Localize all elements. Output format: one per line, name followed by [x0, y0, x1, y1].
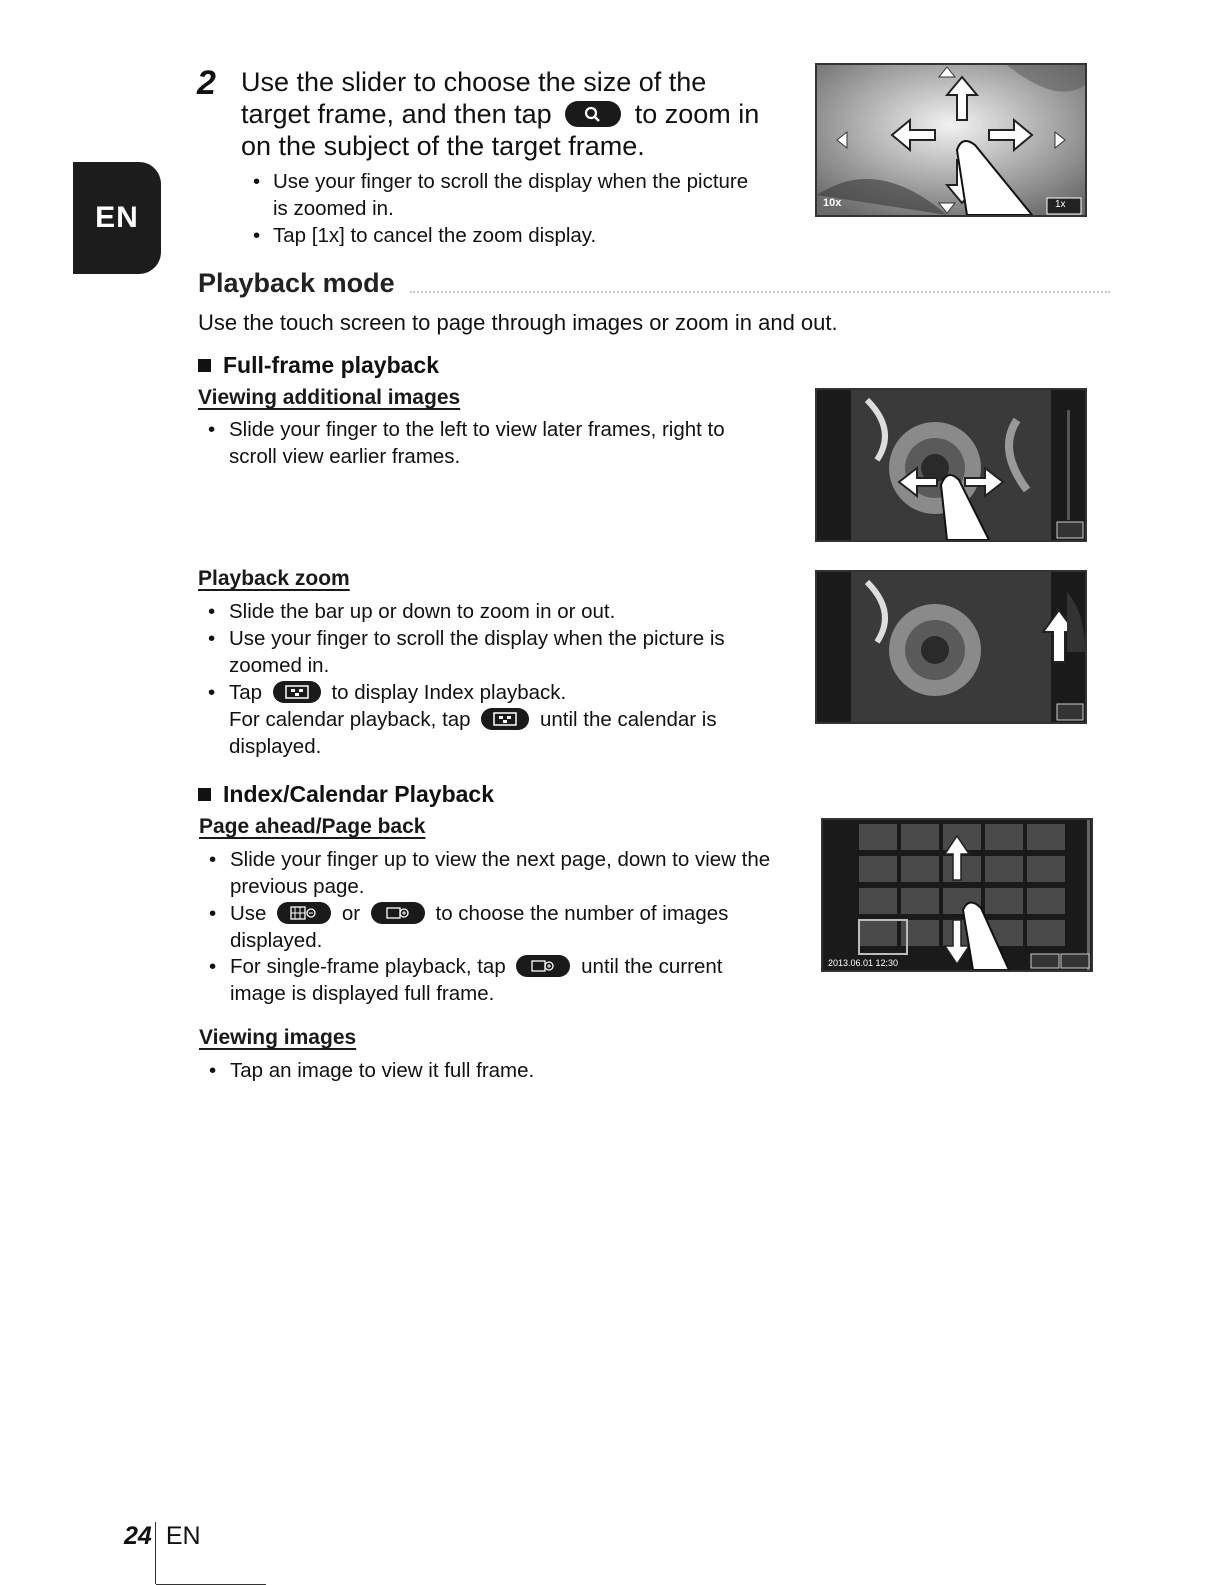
- section-intro: Use the touch screen to page through images or zoom in and out.: [198, 310, 838, 335]
- step-number: 2: [197, 64, 216, 102]
- index-date-label: 2013.06.01 12:30: [828, 958, 899, 968]
- index-illustration: [823, 820, 1091, 970]
- viewing-additional-bullet: • Slide your finger to the left to view later frames, right to scroll view earlier frames.: [208, 418, 725, 468]
- index-fewer-icon: [277, 902, 331, 924]
- playback-zoom-bullet: • Use your finger to scroll the display when the picture is zoomed in.: [208, 627, 725, 677]
- full-frame-heading: Full-frame playback: [198, 352, 439, 379]
- section-rule: [410, 291, 1110, 293]
- single-frame-icon: [516, 955, 570, 977]
- square-bullet-icon: [198, 359, 211, 372]
- viewing-images-bullet: • Tap an image to view it full frame.: [209, 1059, 535, 1082]
- index-calendar-heading: Index/Calendar Playback: [198, 781, 494, 808]
- square-bullet-icon: [198, 788, 211, 801]
- page-ahead-bullet: • Use or to choose the number of images displayed.: [209, 902, 729, 952]
- viewing-images-heading: Viewing images: [199, 1026, 357, 1049]
- playback-zoom-bullet: • Tap to display Index playback. For calendar playback, tap until the calendar is displayed.: [208, 681, 717, 758]
- viewing-additional-heading: Viewing additional images: [198, 386, 461, 409]
- zoom-level-label: 10x: [823, 197, 842, 209]
- section-title: Playback mode: [198, 268, 395, 298]
- language-tab: [73, 162, 161, 274]
- footer-lang: EN: [165, 1522, 201, 1550]
- page-ahead-bullet: • For single-frame playback, tap until the current image is displayed full frame.: [209, 955, 723, 1005]
- page-ahead-heading: Page ahead/Page back: [199, 815, 426, 838]
- zoom-illustration: [817, 65, 1085, 215]
- language-tab-label: EN: [95, 201, 139, 234]
- index-icon: [481, 708, 529, 730]
- magnify-icon: [565, 101, 621, 127]
- page-footer: [124, 1522, 201, 1551]
- page-number: 24: [124, 1522, 152, 1550]
- step-bullet: • Use your finger to scroll the display when the picture is zoomed in.: [253, 170, 749, 220]
- playback-zoom-bullet: • Slide the bar up or down to zoom in or out.: [208, 600, 616, 623]
- step-line-3: on the subject of the target frame.: [241, 131, 645, 161]
- playback-zoom-screenshot: [815, 570, 1087, 724]
- full-frame-screenshot: [815, 388, 1087, 542]
- footer-rule-vertical: [155, 1522, 156, 1584]
- index-icon: [273, 681, 321, 703]
- playback-zoom-illustration: [817, 572, 1085, 722]
- index-more-icon: [371, 902, 425, 924]
- full-frame-illustration: [817, 390, 1085, 540]
- step-instruction: [241, 66, 801, 162]
- index-screenshot: [821, 818, 1093, 972]
- playback-zoom-heading: Playback zoom: [198, 567, 350, 590]
- step-line-2: target frame, and then tap to zoom in: [241, 99, 760, 129]
- page-ahead-bullet: • Slide your finger up to view the next page, down to view the previous page.: [209, 848, 771, 898]
- step-line-1: Use the slider to choose the size of the: [241, 67, 707, 97]
- cancel-zoom-label: 1x: [1055, 199, 1066, 210]
- step-bullet: • Tap [1x] to cancel the zoom display.: [253, 224, 597, 247]
- zoom-screenshot: [815, 63, 1087, 217]
